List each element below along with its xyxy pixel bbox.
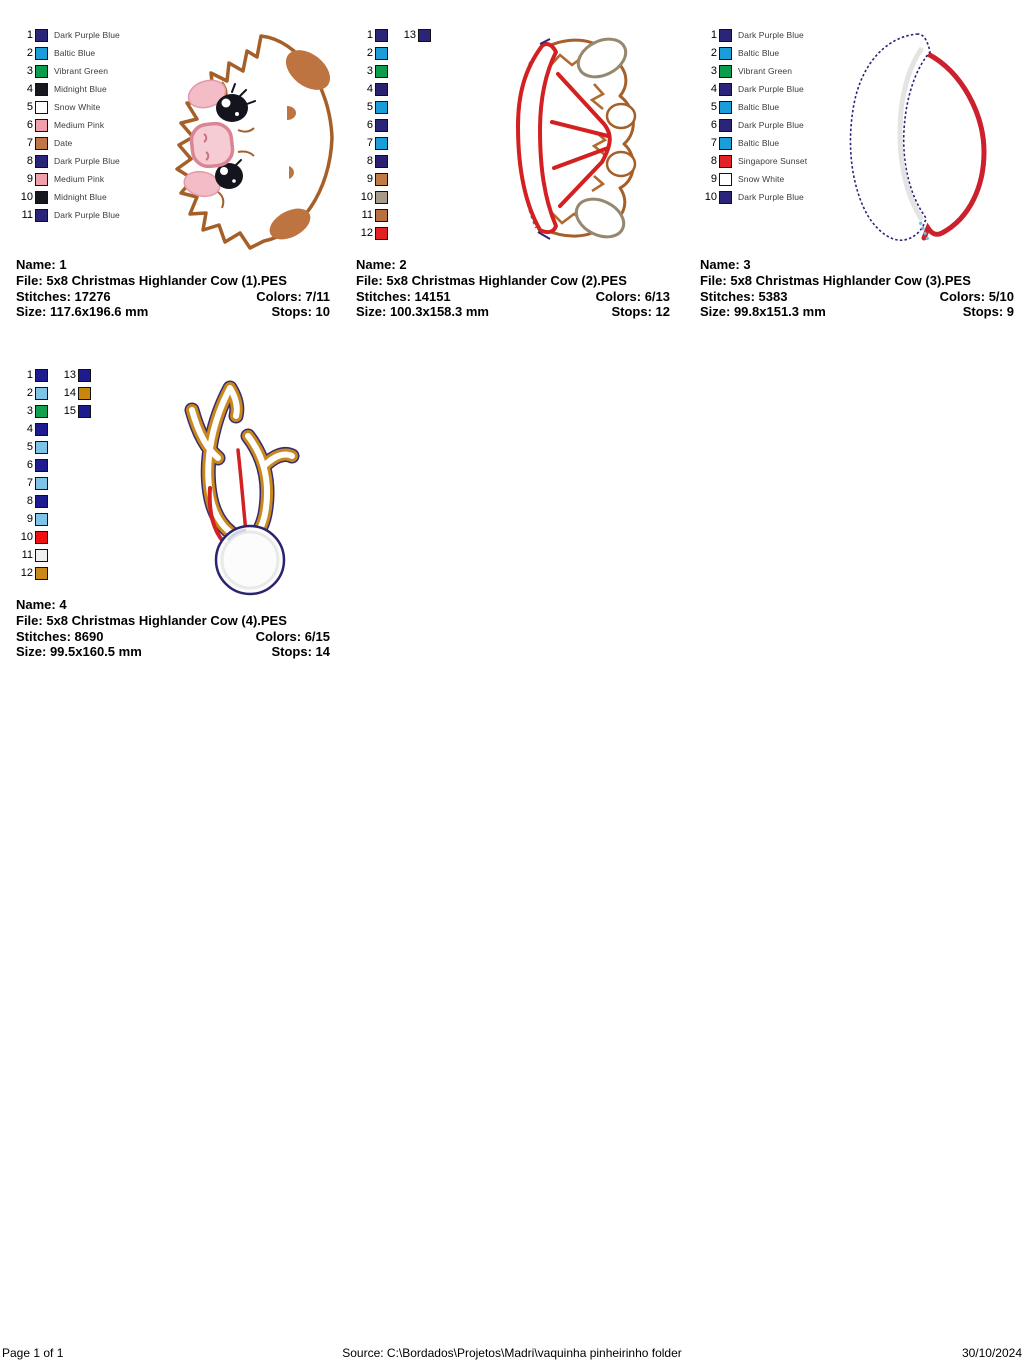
thread-color-name: Dark Purple Blue <box>54 156 120 166</box>
thread-number: 8 <box>26 494 33 507</box>
thread-swatch <box>35 101 48 114</box>
thread-row <box>356 98 394 116</box>
thread-number: 15 <box>63 404 76 417</box>
design-colors: Colors: 5/10 <box>939 288 1014 304</box>
thread-swatch <box>719 137 732 150</box>
thread-row <box>16 474 54 492</box>
design-file: File: 5x8 Christmas Highlander Cow (4).PES <box>16 612 287 628</box>
thread-number: 1 <box>366 28 373 41</box>
thread-row <box>16 546 54 564</box>
thread-swatch <box>719 173 732 186</box>
thread-number: 13 <box>63 368 76 381</box>
thread-number: 11 <box>21 208 33 221</box>
thread-row <box>700 26 807 44</box>
thread-swatch <box>35 441 48 454</box>
thread-number: 10 <box>704 190 717 203</box>
thread-row <box>16 366 54 384</box>
thread-row <box>16 152 120 170</box>
thread-swatch <box>375 65 388 78</box>
thread-color-name: Dark Purple Blue <box>738 120 804 130</box>
thread-number: 3 <box>710 64 717 77</box>
thread-color-name: Dark Purple Blue <box>738 84 804 94</box>
thread-row <box>399 26 437 44</box>
thread-number: 4 <box>366 82 373 95</box>
thread-row <box>16 80 120 98</box>
thread-color-name: Dark Purple Blue <box>54 30 120 40</box>
page-footer <box>0 1346 1024 1366</box>
design-size: Size: 100.3x158.3 mm <box>356 304 489 320</box>
design-info <box>16 257 330 320</box>
thread-row <box>16 206 120 224</box>
thread-swatch <box>35 191 48 204</box>
thread-number: 12 <box>20 566 33 579</box>
thread-row <box>700 152 807 170</box>
design-preview-santa-hat <box>832 26 1002 252</box>
thread-swatch <box>375 191 388 204</box>
thread-color-name: Date <box>54 138 73 148</box>
thread-swatch <box>35 477 48 490</box>
thread-color-name: Snow White <box>738 174 785 184</box>
thread-row <box>356 188 394 206</box>
thread-row <box>16 420 54 438</box>
thread-row <box>59 366 97 384</box>
thread-row <box>16 134 120 152</box>
thread-row <box>16 188 120 206</box>
thread-row <box>700 44 807 62</box>
thread-swatch <box>35 387 48 400</box>
thread-number: 2 <box>710 46 717 59</box>
thread-number: 11 <box>21 548 33 561</box>
thread-number: 3 <box>26 404 33 417</box>
design-stops: Stops: 12 <box>611 304 670 320</box>
thread-swatch <box>35 173 48 186</box>
thread-swatch <box>375 173 388 186</box>
thread-number: 10 <box>20 190 33 203</box>
thread-number: 1 <box>710 28 717 41</box>
thread-color-name: Vibrant Green <box>738 66 793 76</box>
thread-swatch <box>35 209 48 222</box>
design-stops: Stops: 10 <box>271 304 330 320</box>
design-size: Size: 117.6x196.6 mm <box>16 304 149 320</box>
design-preview-antlers-pompom <box>144 366 328 600</box>
thread-row <box>59 402 97 420</box>
design-stops: Stops: 9 <box>962 304 1014 320</box>
thread-swatch <box>719 101 732 114</box>
footer-source-path: Source: C:\Bordados\Projetos\Madri\vaquinha pinheirinho folder <box>342 1346 682 1360</box>
thread-row <box>700 134 807 152</box>
thread-row <box>16 26 120 44</box>
design-panel-3 <box>700 26 1014 356</box>
thread-swatch <box>78 369 91 382</box>
thread-number: 11 <box>361 208 373 221</box>
thread-swatch <box>35 369 48 382</box>
thread-swatch <box>375 209 388 222</box>
santa-hat-illustration <box>832 26 1002 252</box>
design-file: File: 5x8 Christmas Highlander Cow (3).PES <box>700 272 971 288</box>
thread-number: 9 <box>366 172 373 185</box>
thread-number: 4 <box>26 82 33 95</box>
thread-swatch <box>35 155 48 168</box>
thread-color-name: Dark Purple Blue <box>54 210 120 220</box>
thread-number: 13 <box>403 28 416 41</box>
thread-swatch <box>719 83 732 96</box>
thread-number: 9 <box>26 172 33 185</box>
thread-number: 1 <box>26 28 33 41</box>
footer-date: 30/10/2024 <box>961 1346 1022 1360</box>
design-size: Size: 99.5x160.5 mm <box>16 644 142 660</box>
thread-swatch <box>375 155 388 168</box>
thread-row <box>356 44 394 62</box>
thread-swatch <box>35 119 48 132</box>
thread-row <box>59 384 97 402</box>
design-stitches: Stitches: 14151 <box>356 288 451 304</box>
thread-color-name: Medium Pink <box>54 174 105 184</box>
thread-row <box>356 116 394 134</box>
thread-swatch <box>375 119 388 132</box>
thread-row <box>700 98 807 116</box>
design-colors: Colors: 6/15 <box>255 628 330 644</box>
design-stops: Stops: 14 <box>271 644 330 660</box>
thread-row <box>16 44 120 62</box>
thread-number: 7 <box>710 136 717 149</box>
thread-number: 2 <box>26 46 33 59</box>
thread-color-name: Snow White <box>54 102 101 112</box>
design-info <box>356 257 670 320</box>
thread-swatch <box>375 47 388 60</box>
thread-row <box>16 384 54 402</box>
thread-swatch <box>35 47 48 60</box>
design-name: Name: 2 <box>356 257 407 272</box>
thread-swatch <box>35 137 48 150</box>
thread-row <box>356 134 394 152</box>
cow-face-illustration <box>166 26 348 252</box>
thread-swatch <box>35 459 48 472</box>
thread-color-name: Midnight Blue <box>54 84 107 94</box>
thread-swatch <box>35 29 48 42</box>
thread-swatch <box>35 423 48 436</box>
antlers-pompom-illustration <box>144 366 328 600</box>
design-name: Name: 3 <box>700 257 751 272</box>
thread-swatch <box>719 29 732 42</box>
thread-row <box>16 528 54 546</box>
design-size: Size: 99.8x151.3 mm <box>700 304 826 320</box>
thread-number: 8 <box>26 154 33 167</box>
thread-number: 10 <box>360 190 373 203</box>
thread-swatch <box>35 495 48 508</box>
thread-number: 10 <box>20 530 33 543</box>
thread-row <box>16 62 120 80</box>
thread-color-name: Baltic Blue <box>738 102 780 112</box>
thread-row <box>16 116 120 134</box>
design-info <box>16 597 330 660</box>
thread-row <box>700 170 807 188</box>
design-preview-cow-face <box>166 26 348 252</box>
design-stitches: Stitches: 8690 <box>16 628 104 644</box>
thread-number: 3 <box>366 64 373 77</box>
thread-color-name: Baltic Blue <box>54 48 96 58</box>
thread-number: 5 <box>26 440 33 453</box>
thread-swatch <box>78 387 91 400</box>
design-panel-2 <box>356 26 670 356</box>
thread-row <box>16 438 54 456</box>
thread-swatch <box>719 155 732 168</box>
thread-swatch <box>35 513 48 526</box>
thread-swatch <box>719 47 732 60</box>
design-colors: Colors: 6/13 <box>595 288 670 304</box>
thread-number: 6 <box>26 118 33 131</box>
thread-number: 5 <box>710 100 717 113</box>
thread-number: 14 <box>63 386 76 399</box>
thread-number: 1 <box>26 368 33 381</box>
thread-number: 7 <box>366 136 373 149</box>
cow-body-illustration <box>478 26 678 250</box>
thread-color-name: Midnight Blue <box>54 192 107 202</box>
thread-swatch <box>35 65 48 78</box>
thread-swatch <box>375 29 388 42</box>
design-name: Name: 4 <box>16 597 67 612</box>
thread-row <box>356 26 394 44</box>
thread-row <box>16 564 54 582</box>
design-file: File: 5x8 Christmas Highlander Cow (2).PES <box>356 272 627 288</box>
design-panel-1 <box>16 26 330 356</box>
thread-number: 6 <box>26 458 33 471</box>
thread-number: 3 <box>26 64 33 77</box>
thread-row <box>356 62 394 80</box>
thread-number: 4 <box>26 422 33 435</box>
thread-number: 8 <box>710 154 717 167</box>
thread-swatch <box>35 531 48 544</box>
thread-row <box>16 98 120 116</box>
thread-swatch <box>35 567 48 580</box>
thread-number: 8 <box>366 154 373 167</box>
thread-number: 5 <box>26 100 33 113</box>
thread-row <box>16 510 54 528</box>
thread-color-name: Dark Purple Blue <box>738 192 804 202</box>
thread-row <box>700 80 807 98</box>
thread-color-name: Medium Pink <box>54 120 105 130</box>
thread-row <box>16 492 54 510</box>
thread-row <box>16 170 120 188</box>
thread-swatch <box>375 227 388 240</box>
thread-number: 5 <box>366 100 373 113</box>
thread-row <box>700 62 807 80</box>
thread-number: 2 <box>366 46 373 59</box>
thread-swatch <box>35 549 48 562</box>
thread-color-name: Vibrant Green <box>54 66 109 76</box>
design-name: Name: 1 <box>16 257 67 272</box>
thread-number: 9 <box>26 512 33 525</box>
design-colors: Colors: 7/11 <box>256 288 330 304</box>
design-panel-4 <box>16 366 330 696</box>
thread-swatch <box>35 405 48 418</box>
thread-row <box>356 80 394 98</box>
thread-number: 7 <box>26 136 33 149</box>
thread-color-name: Singapore Sunset <box>738 156 808 166</box>
design-stitches: Stitches: 5383 <box>700 288 788 304</box>
footer-page-number: Page 1 of 1 <box>2 1346 64 1360</box>
thread-swatch <box>375 137 388 150</box>
thread-number: 4 <box>710 82 717 95</box>
thread-row <box>700 188 807 206</box>
thread-swatch <box>418 29 431 42</box>
thread-swatch <box>375 83 388 96</box>
thread-color-name: Baltic Blue <box>738 48 780 58</box>
thread-row <box>16 402 54 420</box>
thread-number: 6 <box>710 118 717 131</box>
thread-row <box>16 456 54 474</box>
thread-swatch <box>719 119 732 132</box>
design-preview-cow-body <box>478 26 678 250</box>
thread-color-name: Dark Purple Blue <box>738 30 804 40</box>
design-stitches: Stitches: 17276 <box>16 288 111 304</box>
thread-swatch <box>719 191 732 204</box>
thread-row <box>356 224 394 242</box>
thread-row <box>356 170 394 188</box>
thread-number: 2 <box>26 386 33 399</box>
design-info <box>700 257 1014 320</box>
thread-row <box>700 116 807 134</box>
thread-number: 6 <box>366 118 373 131</box>
thread-swatch <box>78 405 91 418</box>
thread-swatch <box>375 101 388 114</box>
design-file: File: 5x8 Christmas Highlander Cow (1).PES <box>16 272 287 288</box>
thread-row <box>356 152 394 170</box>
thread-swatch <box>719 65 732 78</box>
thread-number: 12 <box>360 226 373 239</box>
thread-row <box>356 206 394 224</box>
thread-color-name: Baltic Blue <box>738 138 780 148</box>
thread-number: 9 <box>710 172 717 185</box>
thread-swatch <box>35 83 48 96</box>
thread-number: 7 <box>26 476 33 489</box>
